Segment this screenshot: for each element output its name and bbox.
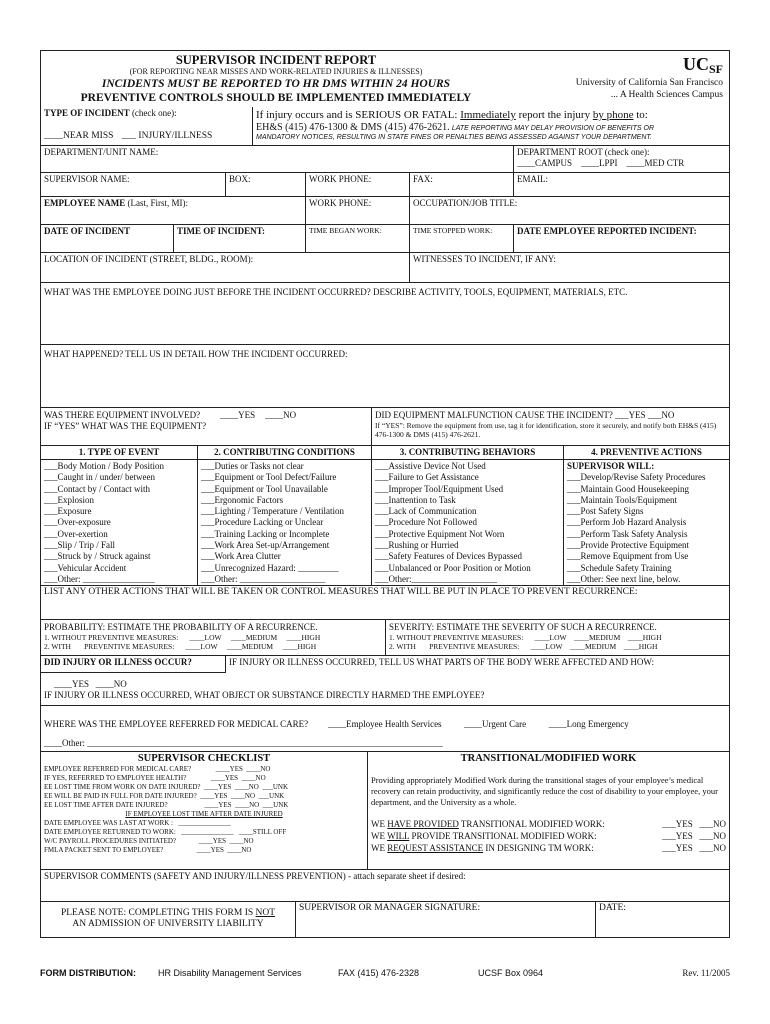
before-incident-row	[41, 282, 729, 344]
equipment-malfunction-note: If “YES”: Remove the equipment from use, tag it for identification, store it securely, and notify both EH&S (415) 476-1300 & DMS (415) 476-2621.	[375, 421, 717, 439]
checklist-option[interactable]: ___Perform Task Safety Analysis	[567, 528, 688, 539]
near-miss-checkbox[interactable]: ____NEAR MISS	[44, 131, 114, 141]
form-title: SUPERVISOR INCIDENT REPORT	[175, 53, 377, 67]
header-row	[41, 51, 729, 107]
checklist-option[interactable]: ___Maintain Tools/Equipment	[567, 494, 677, 505]
checklist-item[interactable]: DATE EMPLOYEE WAS LAST AT WORK : _______________	[44, 819, 231, 827]
checklist-option[interactable]: ___Duties or Tasks not clear	[201, 461, 304, 471]
ucsf-logo	[514, 54, 723, 77]
serious-text-e: to:	[636, 109, 648, 121]
date-of-incident-field[interactable]	[41, 225, 173, 252]
employee-name-label: EMPLOYEE NAME	[44, 198, 126, 208]
body-parts-label: IF INJURY OR ILLNESS OCCURRED, TELL US WHAT PARTS OF THE BODY WERE AFFECTED AND HOW:	[229, 657, 654, 667]
checklist-option[interactable]: ___Maintain Good Housekeeping	[567, 483, 689, 494]
liability-note-a: PLEASE NOTE: COMPLETING THIS FORM IS	[60, 908, 256, 918]
supervisor-name-label: SUPERVISOR NAME:	[44, 174, 130, 184]
checklist-item[interactable]: EMPLOYEE REFERRED FOR MEDICAL CARE? ____YES ____NO	[44, 765, 271, 773]
time-of-incident-label: TIME OF INCIDENT:	[177, 226, 266, 236]
other-actions-row	[41, 585, 729, 619]
checklist-option[interactable]: ___Procedure Lacking or Unclear	[201, 517, 324, 528]
contributing-behaviors-heading: 3. CONTRIBUTING BEHAVIORS	[372, 446, 563, 460]
contributing-conditions-heading: 2. CONTRIBUTING CONDITIONS	[198, 446, 371, 460]
form-distribution-label: FORM DISTRIBUTION:	[40, 968, 136, 978]
supervisor-phone-field[interactable]	[305, 173, 409, 196]
equipment-row	[41, 407, 729, 445]
checklist-option[interactable]: ___Procedure Not Followed	[375, 517, 477, 528]
checklist-option[interactable]: ___Perform Job Hazard Analysis	[567, 517, 687, 528]
injury-yes-no-options[interactable]: ____YES ____NO	[54, 679, 127, 689]
checklist-option[interactable]: ___Work Area Clutter	[201, 551, 281, 562]
revision-date: Rev. 11/2005	[682, 968, 730, 978]
checklist-option[interactable]: ___Equipment or Tool Unavailable	[201, 483, 328, 494]
checklist-option[interactable]: ___Unrecognized Hazard: _________	[201, 562, 339, 573]
tm-q2-a: WE	[371, 831, 388, 841]
fax-field[interactable]	[409, 173, 513, 196]
employee-name-field[interactable]	[41, 197, 305, 224]
box-label: BOX:	[229, 174, 251, 184]
checklist-item[interactable]: W/C PAYROLL PROCEDURES INITIATED? ____YES ____NO	[44, 837, 254, 845]
checklist-transitional-row	[41, 751, 729, 869]
fax-label: FAX:	[413, 174, 433, 184]
tm-q2-b: WILL	[387, 831, 410, 841]
serious-text-d: by phone	[592, 109, 634, 121]
supervisor-row	[41, 172, 729, 196]
checklist-option[interactable]: ___Develop/Revise Safety Procedures	[567, 472, 706, 483]
what-happened-row	[41, 344, 729, 407]
medical-referral-label: WHERE WAS THE EMPLOYEE REFERRED FOR MEDICAL CARE?	[44, 719, 309, 729]
checklist-item[interactable]: EE WILL BE PAID IN FULL FOR DATE INJURED? ____YES ____NO ___UNK	[44, 792, 285, 800]
harmful-object-label[interactable]: IF INJURY OR ILLNESS OCCURRED, WHAT OBJECT OR SUBSTANCE DIRECTLY HARMED THE EMPLOYEE?	[44, 690, 485, 700]
checklist-option[interactable]: ___Unbalanced or Poor Position or Motion	[375, 562, 531, 573]
logo-main: UC	[682, 54, 709, 74]
checklist-option[interactable]: ___Rushing or Hurried	[375, 540, 459, 551]
liability-note-c: AN ADMISSION OF UNIVERSITY LIABILITY	[72, 919, 264, 929]
distribution-box: UCSF Box 0964	[478, 968, 544, 978]
equipment-involved-cell	[41, 408, 371, 445]
checklist-option[interactable]: ___Other: See next line, below.	[567, 573, 681, 584]
checklist-option[interactable]: ___Slip / Trip / Fall	[44, 540, 116, 551]
supervisor-comments-label: SUPERVISOR COMMENTS (SAFETY AND INJURY/ILLNESS PREVENTION) - attach separate sheet if desired:	[44, 871, 466, 881]
department-root-label: DEPARTMENT ROOT (check one):	[517, 147, 650, 157]
medical-referral-row	[41, 705, 729, 751]
incident-type-hint: (check one):	[131, 108, 177, 118]
injury-occurred-label: DID INJURY OR ILLNESS OCCUR?	[44, 657, 192, 667]
before-incident-label: WHAT WAS THE EMPLOYEE DOING JUST BEFORE THE INCIDENT OCCURRED? DESCRIBE ACTIVITY, TOOLS, EQUIPMENT, MATERIALS, ETC.	[44, 287, 628, 297]
checklist-item[interactable]: FMLA PACKET SENT TO EMPLOYEE? ____YES ____NO	[44, 846, 252, 854]
location-field[interactable]	[41, 253, 409, 282]
checklist-option[interactable]: ___Explosion	[44, 494, 95, 505]
probability-with-options[interactable]: 2. WITH PREVENTIVE MEASURES: ____LOW ____MEDIUM ____HIGH	[44, 642, 317, 651]
signature-field[interactable]	[295, 902, 595, 937]
employee-row	[41, 196, 729, 224]
checklist-option[interactable]: ___Body Motion / Body Position	[44, 461, 165, 471]
email-label: EMAIL:	[517, 174, 548, 184]
checklist-lost-time-heading: IF EMPLOYEE LOST TIME AFTER DATE INJURED	[125, 810, 283, 818]
time-of-incident-field[interactable]	[173, 225, 305, 252]
checklist-option[interactable]: ___Exposure	[44, 506, 92, 517]
incident-report-form	[40, 50, 730, 938]
serious-phone-numbers: EH&S (415) 476-1300 & DMS (415) 476-2621.	[256, 122, 450, 133]
checklist-option[interactable]: ___Lack of Communication	[375, 506, 477, 517]
dates-row	[41, 224, 729, 252]
supervisor-comments-field[interactable]	[41, 870, 729, 901]
checklist-option[interactable]: ___Other: ________________	[44, 573, 155, 584]
probability-without-options[interactable]: 1. WITHOUT PREVENTIVE MEASURES: ____LOW ____MEDIUM ____HIGH	[44, 633, 321, 642]
analysis-columns-row	[41, 445, 729, 585]
checklist-option[interactable]: ___Contact by / Contact with	[44, 483, 150, 494]
transitional-questions	[371, 818, 726, 854]
before-incident-field[interactable]	[41, 283, 729, 344]
probability-severity-row	[41, 619, 729, 655]
location-row	[41, 252, 729, 282]
department-unit-label: DEPARTMENT/UNIT NAME:	[44, 147, 159, 157]
injury-illness-checkbox[interactable]: ___ INJURY/ILLNESS	[121, 131, 213, 141]
checklist-option[interactable]: ___Schedule Safety Training	[567, 562, 672, 573]
form-subtitle: (FOR REPORTING NEAR MISSES AND WORK-RELATED INJURIES & ILLNESSES)	[129, 67, 423, 76]
incident-type-cell	[41, 107, 253, 145]
checklist-option[interactable]: ___Work Area Set-up/Arrangement	[201, 540, 330, 551]
checklist-option[interactable]: ___Provide Protective Equipment	[567, 540, 689, 551]
type-of-event-options	[41, 460, 197, 585]
witnesses-label: WITNESSES TO INCIDENT, IF ANY:	[413, 254, 556, 264]
tm-provided-question	[371, 818, 726, 830]
incident-type-label: TYPE OF INCIDENT	[44, 108, 130, 118]
severity-cell	[385, 620, 729, 655]
transitional-work-cell	[367, 752, 729, 869]
ucsf-logo-block	[511, 51, 729, 107]
checklist-option[interactable]: ___Ergonomic Factors	[201, 494, 284, 505]
supervisor-phone-label: WORK PHONE:	[309, 174, 372, 184]
checklist-option[interactable]: ___Other:___________________	[375, 573, 497, 584]
other-actions-label: LIST ANY OTHER ACTIONS THAT WILL BE TAKEN OR CONTROL MEASURES THAT WILL BE PUT IN PLACE TO PREVENT RECURRENCE:	[44, 587, 638, 597]
what-equipment-label[interactable]: IF “YES” WHAT WAS THE EQUIPMENT?	[44, 421, 207, 431]
serious-injury-notice	[253, 107, 729, 145]
department-unit-field[interactable]	[41, 146, 513, 172]
tm-q1-c: TRANSITIONAL MODIFIED WORK:	[458, 819, 605, 829]
serious-text-a: If injury occurs and is SERIOUS OR FATAL:	[256, 109, 458, 121]
injury-occurred-row	[41, 655, 729, 673]
checklist-option[interactable]: ___Inattention to Task	[375, 494, 456, 505]
department-root-field	[513, 146, 729, 172]
box-field[interactable]	[225, 173, 305, 196]
injury-occurred-cell	[41, 656, 225, 673]
checklist-option[interactable]: ___Remove Equipment from Use	[567, 551, 689, 562]
severity-heading: SEVERITY: ESTIMATE THE SEVERITY OF SUCH A RECURRENCE.	[389, 622, 657, 632]
location-label: LOCATION OF INCIDENT (STREET, BLDG., ROOM):	[44, 254, 254, 264]
late-reporting-note: LATE REPORTING MAY DELAY PROVISION OF BENEFITS OR	[451, 125, 654, 132]
severity-with-options[interactable]: 2. WITH PREVENTIVE MEASURES: ____LOW ____MEDIUM ____HIGH	[389, 642, 658, 651]
checklist-option[interactable]: ___Over-exertion	[44, 528, 108, 539]
liability-note-b: NOT	[255, 908, 276, 918]
checklist-item[interactable]: DATE EMPLOYEE RETURNED TO WORK: _______________ ____STILL OFF	[44, 828, 287, 836]
campus-tagline: ... A Health Sciences Campus	[610, 90, 723, 100]
contributing-conditions-column	[197, 446, 371, 585]
occupation-field[interactable]	[409, 197, 729, 224]
equipment-yes-checkbox[interactable]: ____YES	[220, 410, 256, 420]
witnesses-field[interactable]	[409, 253, 729, 282]
checklist-option[interactable]: ___Other: ___________________	[201, 573, 326, 584]
checklist-option[interactable]: ___Protective Equipment Not Worn	[375, 528, 505, 539]
late-reporting-note-2: MANDATORY NOTICES, RESULTING IN STATE FINES OR PENALTIES BEING ASSESSED AGAINST YOUR DEPARTMENT.	[256, 134, 652, 141]
severity-without-options[interactable]: 1. WITHOUT PREVENTIVE MEASURES: ____LOW ____MEDIUM ____HIGH	[389, 633, 662, 642]
tm-q1-yes-no[interactable]: ___YES ___NO	[662, 819, 726, 829]
checklist-item[interactable]: IF YES, REFERRED TO EMPLOYEE HEALTH? ____YES ____NO	[44, 774, 266, 782]
date-of-incident-label: DATE OF INCIDENT	[44, 226, 131, 236]
checklist-lost-time-items	[44, 819, 364, 855]
medical-referral-options[interactable]: ____Employee Health Services ____Urgent Care ____Long Emergency	[328, 719, 629, 729]
occupation-label: OCCUPATION/JOB TITLE:	[413, 198, 518, 208]
tm-q1-b: HAVE PROVIDED	[387, 819, 459, 829]
equipment-malfunction-question[interactable]: DID EQUIPMENT MALFUNCTION CAUSE THE INCIDENT? ___YES ___NO	[375, 410, 675, 420]
tm-q3-yes-no[interactable]: ___YES ___NO	[662, 843, 726, 853]
checklist-option[interactable]: ___Improper Tool/Equipment Used	[375, 483, 504, 494]
probability-cell	[41, 620, 385, 655]
checklist-option[interactable]: ___Training Lacking or Incomplete	[201, 528, 330, 539]
transitional-work-heading: TRANSITIONAL/MODIFIED WORK	[460, 753, 637, 764]
tm-will-provide-question	[371, 830, 726, 842]
contributing-behaviors-options	[372, 460, 563, 585]
transitional-work-description: Providing appropriately Modified Work during the transitional stages of your employee’s medical recovery can retain productivity, and significantly reduce the cost of disability to your employee, your department, and the University as a whole.	[371, 775, 718, 807]
form-distribution-footer	[40, 968, 730, 978]
body-parts-field[interactable]	[225, 656, 729, 673]
signature-label: SUPERVISOR OR MANAGER SIGNATURE:	[299, 903, 481, 913]
preventive-actions-heading: 4. PREVENTIVE ACTIONS	[564, 446, 729, 460]
type-of-event-column	[41, 446, 197, 585]
email-field[interactable]	[513, 173, 729, 196]
distribution-fax: FAX (415) 476-2328	[338, 968, 420, 978]
equipment-malfunction-cell	[371, 408, 729, 445]
department-root-options[interactable]: ____CAMPUS ____LPPI ____MED CTR	[517, 158, 685, 168]
supervisor-checklist-cell	[41, 752, 367, 869]
time-began-work-label: TIME BEGAN WORK:	[309, 226, 382, 235]
signature-date-label: DATE:	[599, 903, 626, 913]
injury-yes-no-block	[41, 673, 729, 705]
distribution-destination: HR Disability Management Services	[158, 968, 302, 978]
checklist-option[interactable]: ___Failure to Get Assistance	[375, 472, 479, 483]
checklist-items	[44, 765, 364, 810]
employee-name-hint: (Last, First, MI):	[127, 198, 189, 208]
department-row	[41, 145, 729, 172]
logo-sub: SF	[708, 62, 723, 76]
tm-q2-yes-no[interactable]: ___YES ___NO	[662, 831, 726, 841]
other-actions-field[interactable]	[41, 586, 729, 619]
tm-q1-a: WE	[371, 819, 388, 829]
preventive-actions-column	[563, 446, 729, 585]
signature-date-field[interactable]	[595, 902, 729, 937]
checklist-option[interactable]: ___Lighting / Temperature / Ventilation	[201, 506, 345, 517]
checklist-option[interactable]: ___Struck by / Struck against	[44, 551, 151, 562]
warning-preventive: PREVENTIVE CONTROLS SHOULD BE IMPLEMENTED IMMEDIATELY	[80, 92, 472, 104]
incident-type-row	[41, 107, 729, 145]
equipment-involved-label: WAS THERE EQUIPMENT INVOLVED?	[44, 410, 201, 420]
tm-request-assistance-question	[371, 842, 726, 854]
tm-q2-c: PROVIDE TRANSITIONAL MODIFIED WORK:	[409, 831, 597, 841]
checklist-option[interactable]: ___Post Safety Signs	[567, 506, 644, 517]
contributing-conditions-options	[198, 460, 371, 585]
employee-phone-label: WORK PHONE:	[309, 198, 372, 208]
checklist-option[interactable]: ___Assistive Device Not Used	[375, 461, 486, 471]
tm-q3-a: WE	[371, 843, 388, 853]
date-reported-label: DATE EMPLOYEE REPORTED INCIDENT:	[517, 226, 697, 236]
tm-q3-c: IN DESIGNING TM WORK:	[483, 843, 594, 853]
checklist-option[interactable]: ___Safety Features of Devices Bypassed	[375, 551, 522, 562]
comments-row	[41, 869, 729, 901]
probability-heading: PROBABILITY: ESTIMATE THE PROBABILITY OF A RECURRENCE.	[44, 622, 318, 632]
what-happened-label: WHAT HAPPENED? TELL US IN DETAIL HOW THE INCIDENT OCCURRED:	[44, 349, 348, 359]
date-reported-field[interactable]	[513, 225, 729, 252]
time-stopped-work-label: TIME STOPPED WORK:	[413, 226, 493, 235]
time-began-work-field[interactable]	[305, 225, 409, 252]
checklist-option[interactable]: ___Caught in / under/ between	[44, 472, 155, 483]
university-name: University of California San Francisco	[575, 78, 723, 88]
header-title-block	[41, 51, 511, 107]
supervisor-name-field[interactable]	[41, 173, 225, 196]
liability-note	[41, 902, 295, 937]
what-happened-field[interactable]	[41, 345, 729, 407]
tm-q3-b: REQUEST ASSISTANCE	[387, 843, 484, 853]
checklist-option[interactable]: ___Over-exposure	[44, 517, 111, 528]
serious-text-c: report the injury	[518, 109, 591, 121]
type-of-event-heading: 1. TYPE OF EVENT	[41, 446, 197, 460]
time-stopped-work-field[interactable]	[409, 225, 513, 252]
checklist-item[interactable]: EE LOST TIME AFTER DATE INJURED? ____YES ____NO ___UNK	[44, 801, 289, 809]
medical-referral-other[interactable]: ____Other: _______________________________________________________________________________	[44, 738, 443, 748]
serious-text-b: Immediately	[460, 109, 516, 121]
checklist-item[interactable]: EE LOST TIME FROM WORK ON DATE INJURED? ____YES ____NO ___UNK	[44, 783, 289, 791]
preventive-actions-options	[564, 460, 729, 585]
checklist-option[interactable]: ___Equipment or Tool Defect/Failure	[201, 472, 337, 483]
contributing-behaviors-column	[371, 446, 563, 585]
employee-phone-field[interactable]	[305, 197, 409, 224]
equipment-no-checkbox[interactable]: ____NO	[265, 410, 297, 420]
checklist-option[interactable]: ___Vehicular Accident	[44, 562, 127, 573]
supervisor-checklist-heading: SUPERVISOR CHECKLIST	[137, 753, 271, 764]
warning-24-hours: INCIDENTS MUST BE REPORTED TO HR DMS WITHIN 24 HOURS	[101, 78, 451, 90]
checklist-option: SUPERVISOR WILL:	[567, 461, 655, 471]
signature-row	[41, 901, 729, 937]
